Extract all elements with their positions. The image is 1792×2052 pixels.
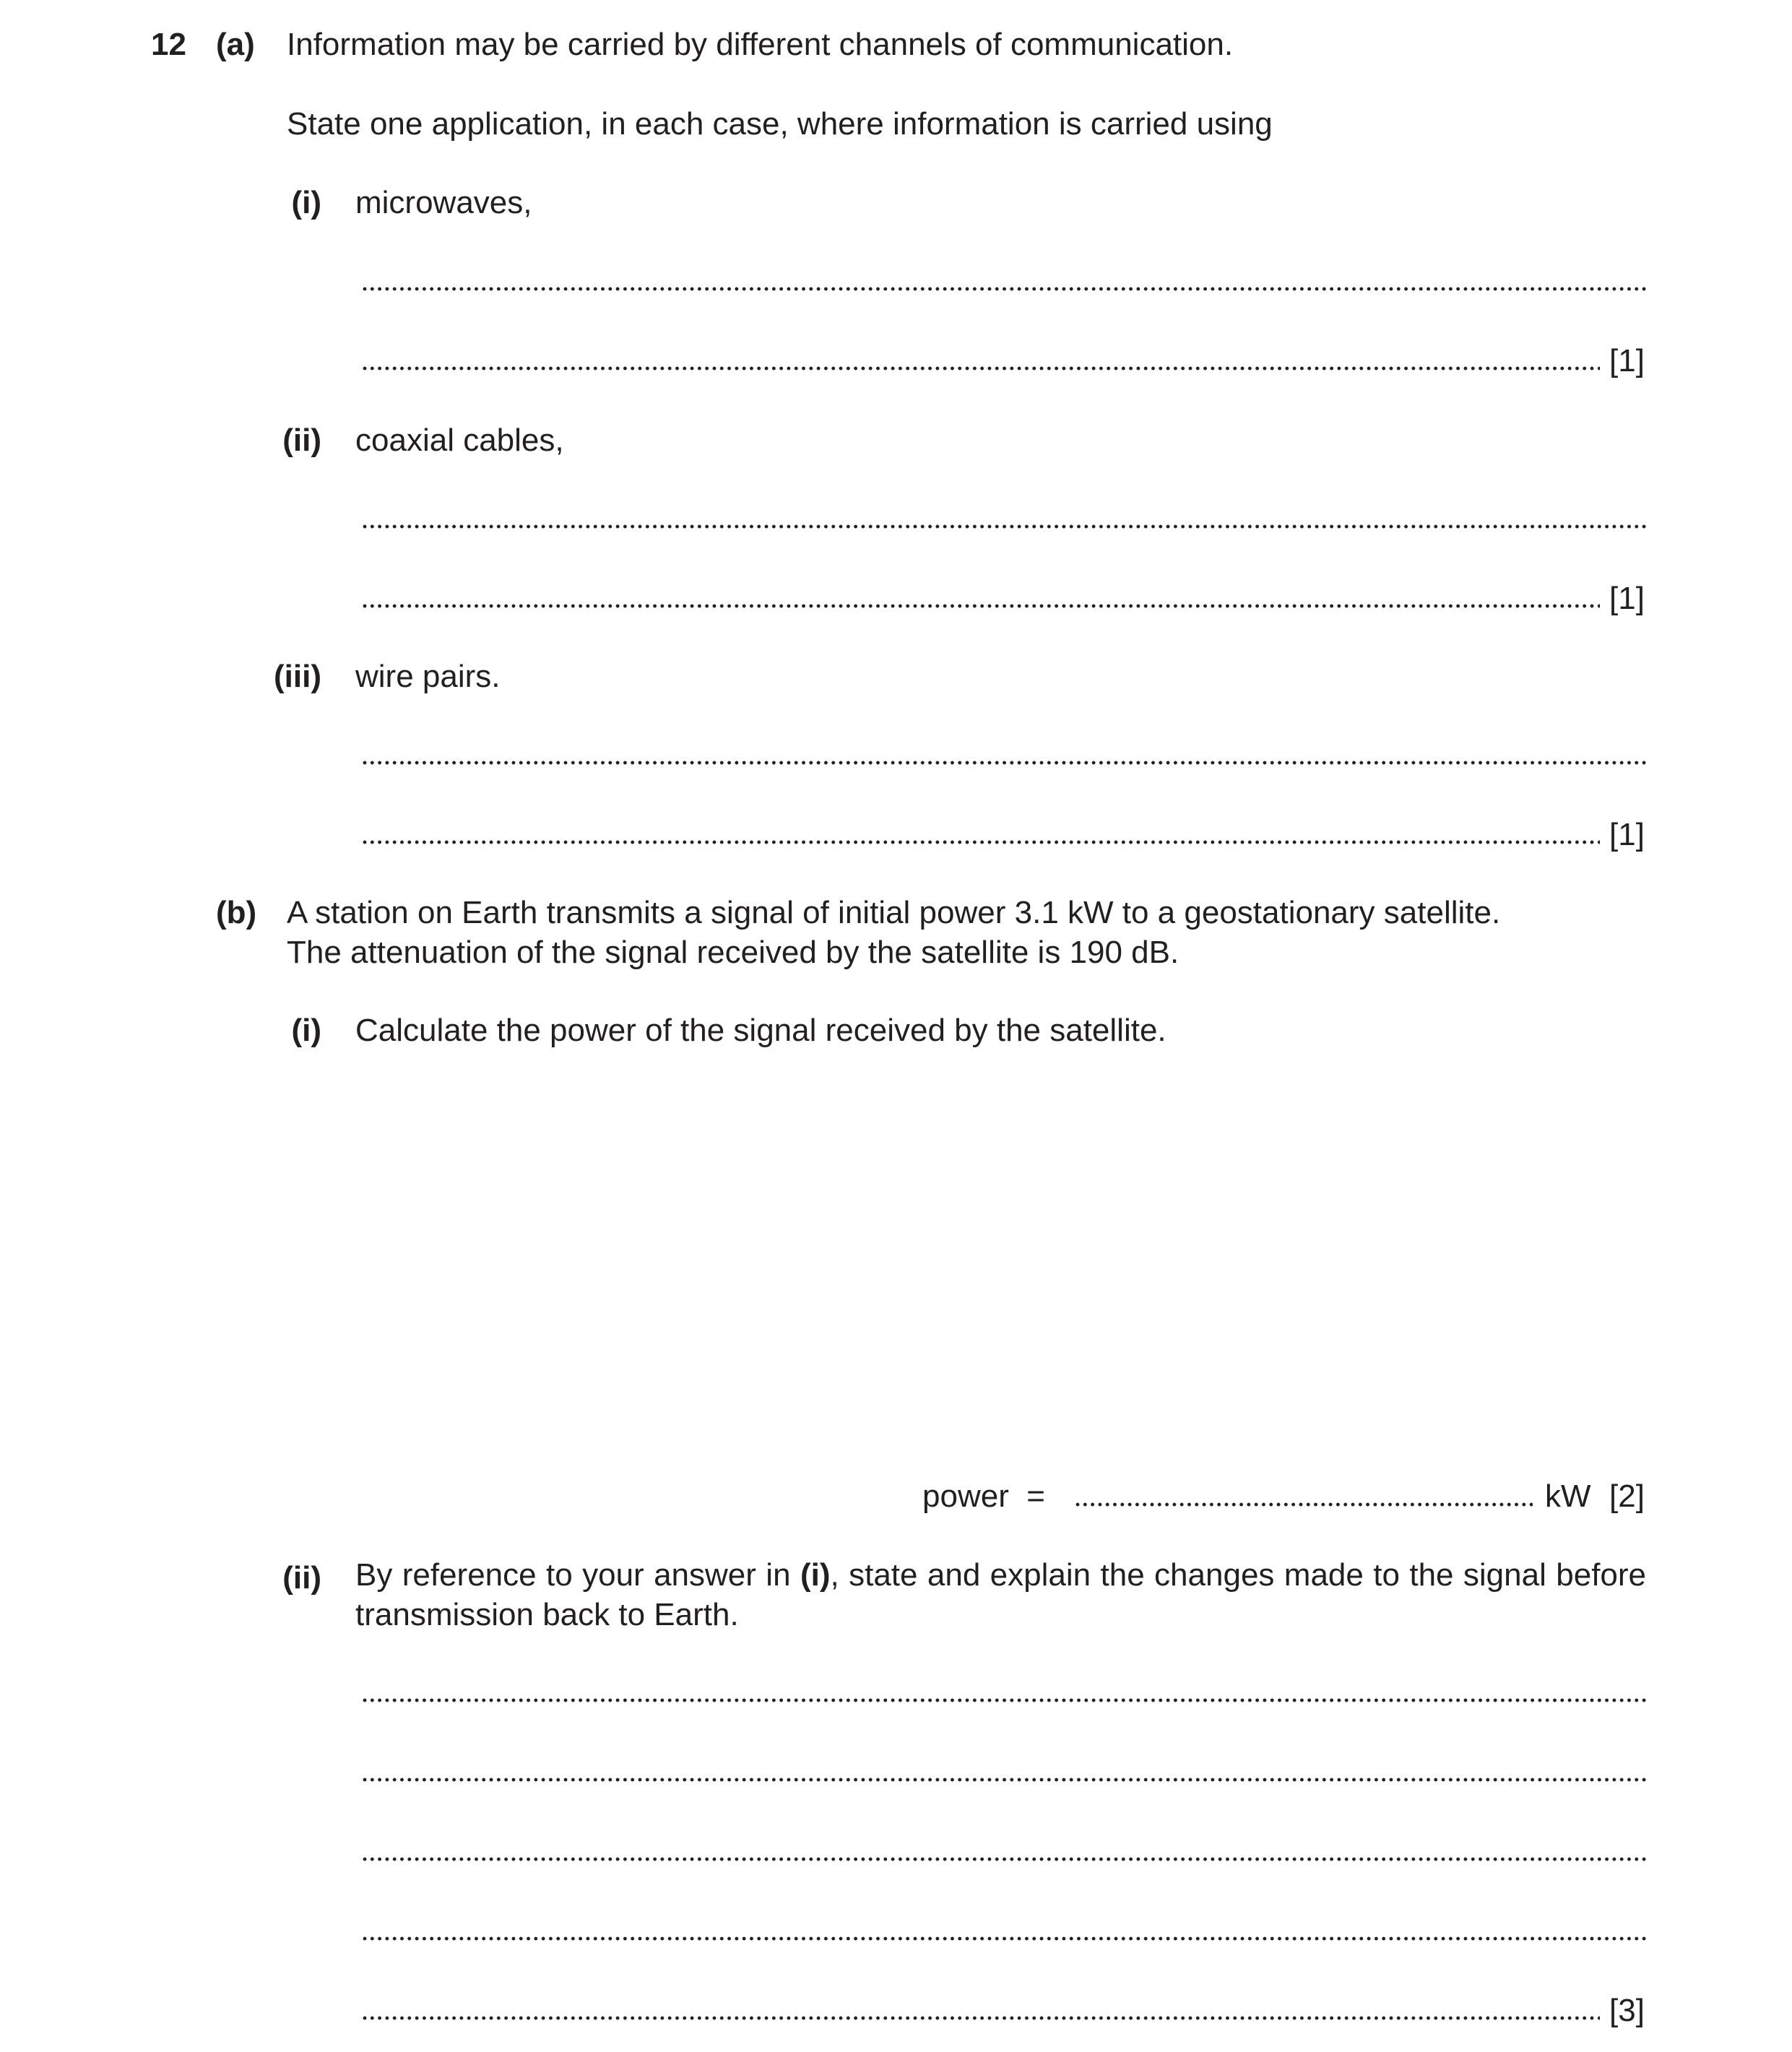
mark-a-ii: [1] — [1609, 581, 1645, 616]
answer-line-a-i-2[interactable] — [363, 366, 1600, 371]
part-a-i-label: (i) — [291, 185, 321, 220]
answer-line-b-ii-5[interactable] — [363, 2016, 1600, 2020]
part-a-iii-text: wire pairs. — [355, 659, 501, 694]
part-a-instruction: State one application, in each case, where information is carried using — [287, 106, 1273, 142]
mark-a-iii: [1] — [1609, 817, 1645, 852]
power-answer-line[interactable] — [1075, 1502, 1533, 1507]
part-b-label: (b) — [216, 895, 257, 930]
part-b-ii-label: (ii) — [282, 1560, 321, 1596]
part-b-i-label: (i) — [291, 1013, 321, 1048]
part-a-i-text: microwaves, — [355, 185, 532, 220]
part-a-ii-label: (ii) — [282, 423, 321, 458]
power-unit: kW — [1545, 1479, 1591, 1514]
part-b-i-text: Calculate the power of the signal received by the satellite. — [355, 1013, 1166, 1048]
answer-line-a-i-1[interactable] — [363, 287, 1648, 291]
part-b-ii-text-before: By reference to your answer in — [355, 1557, 800, 1593]
part-b-ii-text-after: , state and explain the changes made to the signal before transmission back to Earth. — [355, 1557, 1647, 1632]
mark-b-i: [2] — [1609, 1479, 1645, 1514]
part-a-iii-label: (iii) — [274, 659, 321, 694]
answer-line-a-iii-1[interactable] — [363, 761, 1648, 765]
mark-a-i: [1] — [1609, 343, 1645, 378]
part-b-ii-text-ref: (i) — [800, 1557, 831, 1593]
part-b-line-2: The attenuation of the signal received by the satellite is 190 dB. — [287, 935, 1179, 970]
part-b-line-1: A station on Earth transmits a signal of initial power 3.1 kW to a geostationary satellite. — [287, 895, 1501, 930]
answer-line-a-ii-1[interactable] — [363, 524, 1648, 529]
mark-b-ii: [3] — [1609, 1993, 1645, 2028]
answer-line-a-ii-2[interactable] — [363, 604, 1600, 608]
part-a-ii-text: coaxial cables, — [355, 423, 564, 458]
part-a-intro: Information may be carried by different channels of communication. — [287, 27, 1234, 62]
question-number: 12 — [151, 27, 186, 62]
answer-line-b-ii-1[interactable] — [363, 1698, 1648, 1702]
part-b-ii-text — [355, 1555, 1646, 1635]
answer-line-b-ii-2[interactable] — [363, 1778, 1648, 1782]
answer-line-b-ii-4[interactable] — [363, 1936, 1648, 1941]
answer-line-a-iii-2[interactable] — [363, 840, 1600, 844]
power-answer-label: power = — [922, 1479, 1045, 1514]
part-a-label: (a) — [216, 27, 255, 62]
answer-line-b-ii-3[interactable] — [363, 1857, 1648, 1861]
